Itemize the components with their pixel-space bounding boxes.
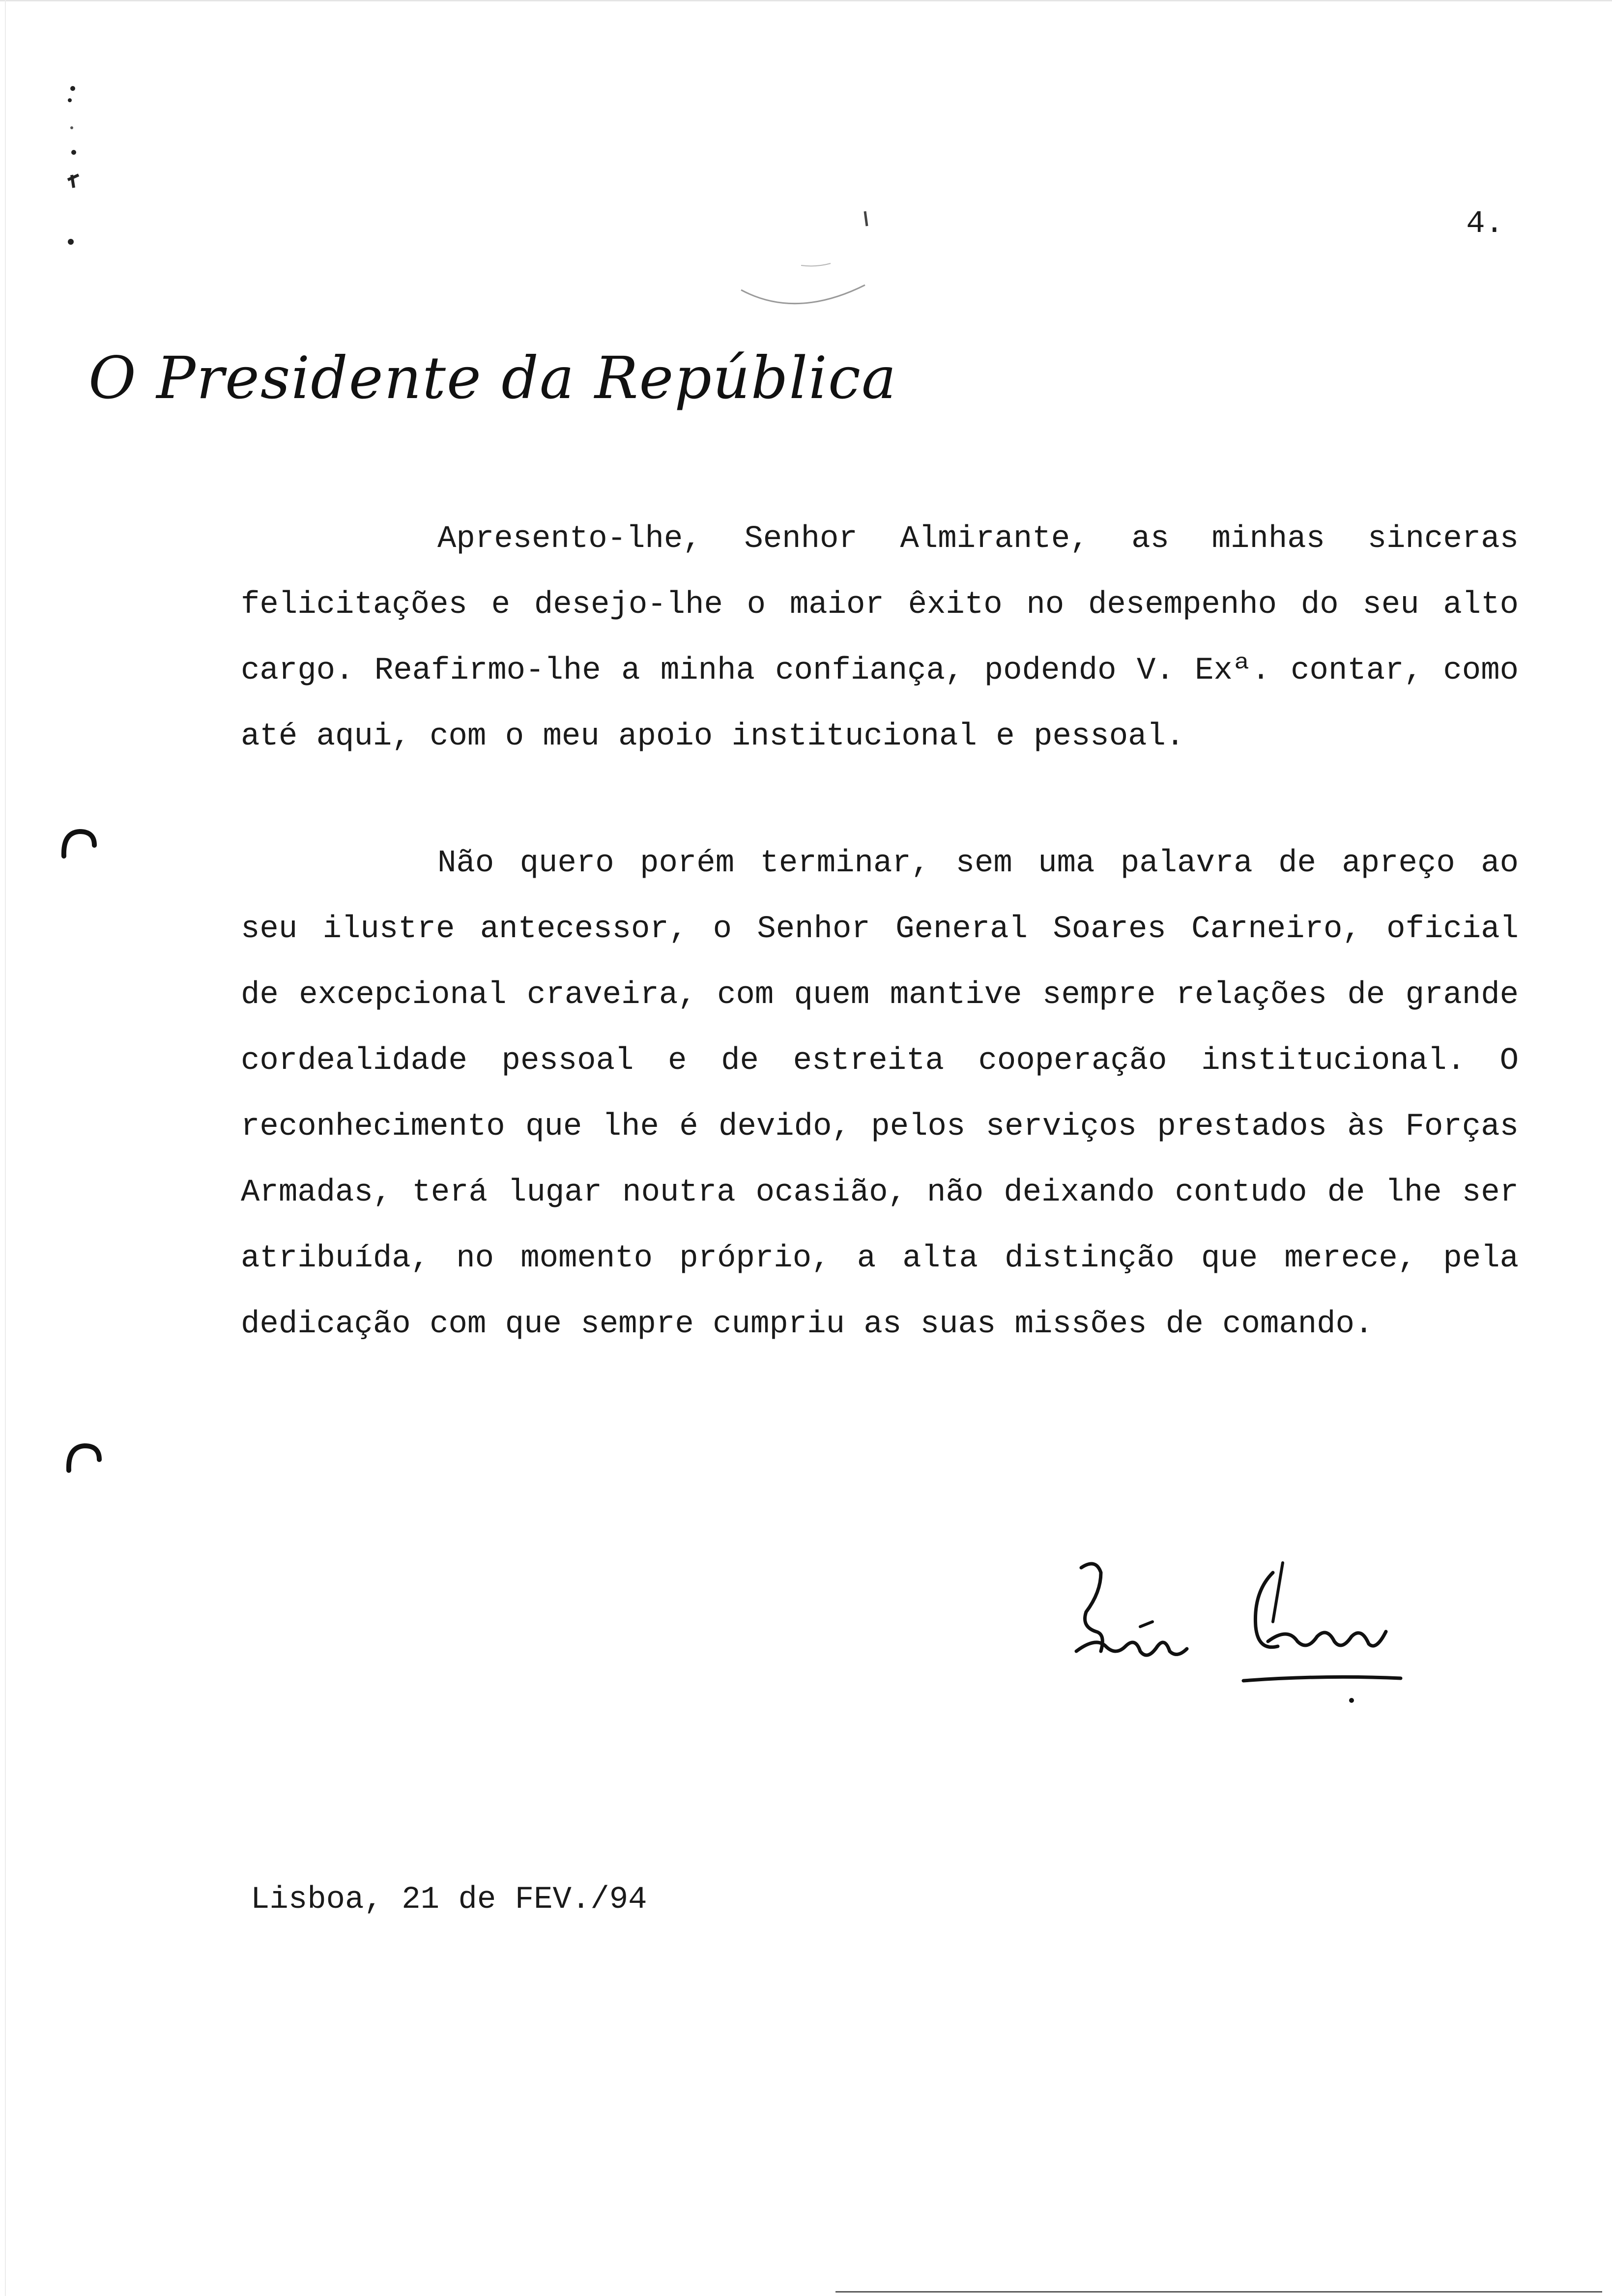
- paragraph-text: Apresento-lhe, Senhor Almirante, as minhas sinceras felicitações e desejo-lhe o maior êxito no desempenho do seu alto cargo. Reafirmo-lhe a minha confiança, podendo V. Exª. contar, como até aqui, com o meu apoio institucional e pessoal.: [241, 521, 1519, 754]
- punch-hole-mark: [64, 1440, 103, 1479]
- page-top-edge: [0, 0, 1612, 2]
- body-paragraph-2: [241, 831, 1519, 1357]
- page-bottom-edge: [835, 2291, 1602, 2293]
- paragraph-text: Não quero porém terminar, sem uma palavra de apreço ao seu ilustre antecessor, o Senhor General Soares Carneiro, oficial de excepcional craveira, com quem mantive sempre relações de grande cordealidade pessoal e de estreita cooperação institucional. O reconhecimento que lhe é devido, pelos serviços prestados às Forças Armadas, terá lugar noutra ocasião, não deixando contudo de lhe ser atribuída, no momento próprio, a alta distinção que merece, pela dedicação com que sempre cumpriu as suas missões de comando.: [241, 846, 1519, 1342]
- margin-marks: [59, 79, 88, 256]
- letterhead-title: O Presidente da República: [88, 344, 897, 412]
- page-number: 4.: [1466, 206, 1504, 242]
- body-paragraph-1: [241, 506, 1519, 770]
- page-left-edge: [5, 0, 6, 2296]
- punch-hole-mark: [59, 826, 98, 865]
- faint-stamp-mark: [737, 162, 885, 324]
- dateline: Lisboa, 21 de FEV./94: [251, 1882, 647, 1918]
- handwritten-signature: [1066, 1553, 1410, 1720]
